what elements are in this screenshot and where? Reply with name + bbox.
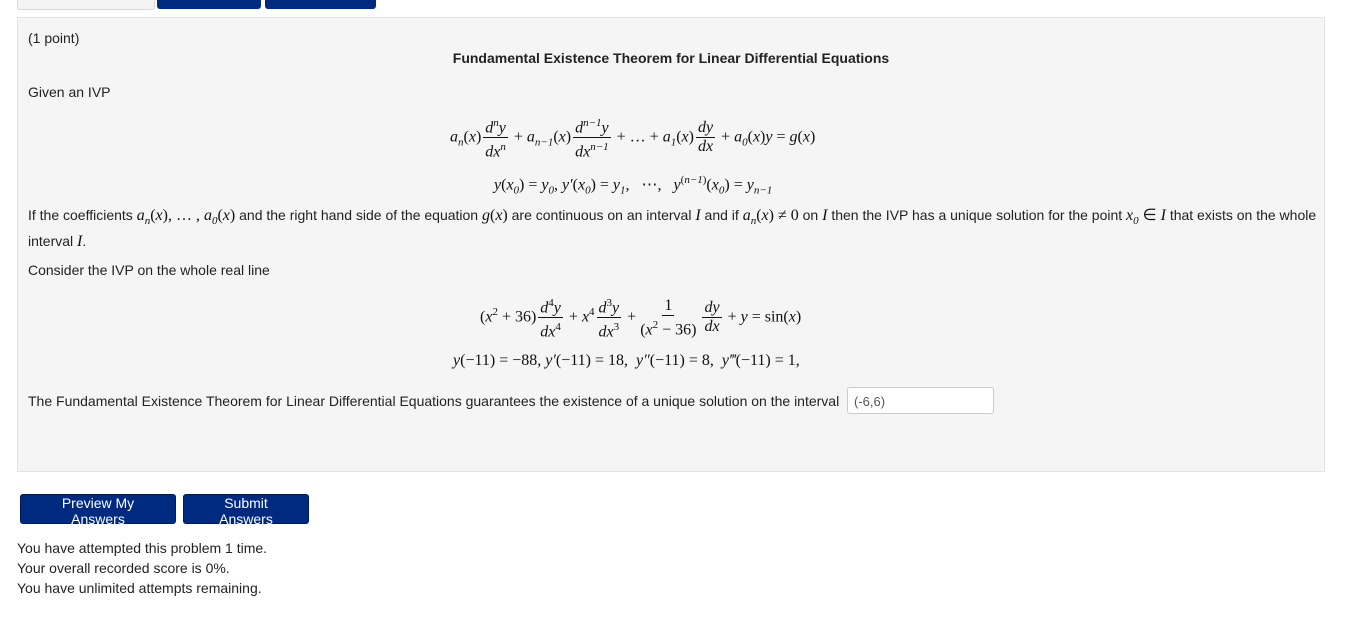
specific-ode-equation: $(x^2 + 36)$ $\frac{d^4y}{dx^4}$ + $x^4$ $\frac{d^3y}{dx^3}$ + $\frac{1}{(x^2 - 36)}$ $\frac{dy}{dx}$ + y = sin(x) <box>480 294 801 342</box>
g-of-x-math: g(x) <box>481 207 508 224</box>
theorem-statement: If the coefficients $a_n(x)$, … , $a_0(x)$ and the right hand side of the equation g(x) are continuous on an interval I and if $a_n(x) \ne 0$ on I then the IVP has a unique solution for the point $x_0$ ∈ I that exists on the whole interval I. <box>28 207 1317 251</box>
interval-i-math-2: I <box>822 207 828 224</box>
score-status: Your overall recorded score is 0%. <box>17 560 230 576</box>
top-button-light[interactable] <box>17 0 155 10</box>
remaining-status: You have unlimited attempts remaining. <box>17 580 262 596</box>
interval-i-math: I <box>695 207 701 224</box>
problem-points: (1 point) <box>28 30 80 46</box>
preview-answers-button[interactable]: Preview My Answers <box>20 494 176 524</box>
given-label: Given an IVP <box>28 84 111 100</box>
theorem-text-5: on <box>802 207 819 223</box>
problem-title: Fundamental Existence Theorem for Linear Differential Equations <box>452 50 890 66</box>
theorem-text-2: and the right hand side of the equation <box>239 207 479 223</box>
theorem-text-6: then the IVP has a unique solution for the point <box>831 207 1123 223</box>
theorem-text-1: If the coefficients <box>28 207 133 223</box>
answer-input[interactable]: (-6,6) <box>847 387 994 414</box>
x0-in-i-math: $x_0$ ∈ I <box>1126 207 1166 228</box>
consider-label: Consider the IVP on the whole real line <box>28 262 270 278</box>
an-nonzero-math: $a_n(x) \ne 0$ <box>742 207 799 228</box>
general-initial-conditions: $y(x_0) = y_0$, $y'(x_0) = y_1$, ⋯, $y^{(n-1)}(x_0) = y_{n-1}$ <box>494 174 773 197</box>
problem-panel <box>17 17 1325 472</box>
top-button-dark-2[interactable] <box>265 0 376 9</box>
coefficients-math: $a_n(x)$, … , $a_0(x)$ <box>136 207 236 228</box>
top-button-dark-1[interactable] <box>157 0 261 9</box>
submit-answers-button[interactable]: Submit Answers <box>183 494 309 524</box>
specific-initial-conditions: y(−11) = −88, y′(−11) = 18, y″(−11) = 8, y‴(−11) = 1, <box>453 352 800 369</box>
theorem-text-7: that exists on the whole interval <box>28 207 1317 250</box>
interval-i-math-3: I <box>77 233 83 251</box>
question-text: The Fundamental Existence Theorem for Linear Differential Equations guarantees the existence of a unique solution on the interval <box>28 393 840 409</box>
general-ode-equation: $a_n(x)$ $\frac{d^ny}{dx^n}$ + $a_{n-1}(x)$ $\frac{d^{n-1}y}{dx^{n-1}}$ + … + $a_1(x)$ $\frac{dy}{dx}$ + $a_0(x)y = g(x)$ <box>450 114 815 162</box>
theorem-text-4: and if <box>704 207 739 223</box>
theorem-text-3: are continuous on an interval <box>511 207 692 223</box>
attempts-status: You have attempted this problem 1 time. <box>17 540 268 556</box>
